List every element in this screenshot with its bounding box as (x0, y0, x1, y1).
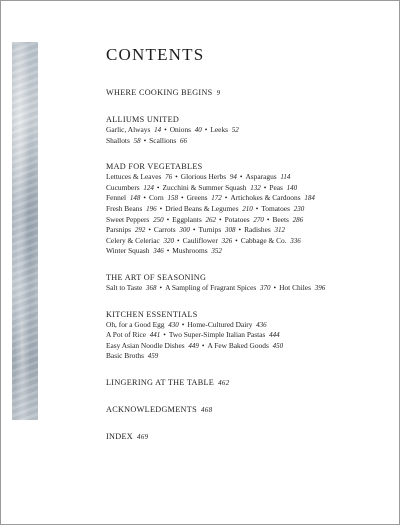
table-of-contents (106, 87, 396, 458)
toc-line (106, 330, 396, 341)
toc-entry-title: Zucchini & Summer Squash (162, 182, 247, 192)
toc-entry[interactable] (106, 215, 164, 224)
toc-line (106, 246, 396, 257)
toc-line (106, 204, 396, 215)
toc-entry-page: 14 (152, 126, 162, 134)
toc-entry[interactable] (149, 136, 187, 145)
toc-entry-page: 140 (284, 183, 298, 192)
toc-entry[interactable] (207, 341, 283, 350)
toc-entry[interactable] (163, 183, 261, 192)
toc-entry[interactable] (106, 136, 141, 145)
toc-entry[interactable] (261, 204, 304, 213)
toc-line (106, 320, 396, 331)
toc-line (106, 136, 396, 147)
toc-entry-page: 441 (148, 331, 161, 340)
toc-entry-title: Lettuces & Leaves (106, 172, 162, 182)
toc-entry[interactable] (106, 125, 161, 134)
toc-entry[interactable] (165, 283, 270, 292)
toc-entry-page: 286 (290, 215, 304, 224)
toc-entry-page: 444 (267, 331, 280, 340)
bullet-separator: • (163, 330, 166, 340)
toc-entry-page: 230 (291, 204, 305, 213)
bullet-separator: • (192, 225, 196, 235)
toc-entry-title: Cucumbers (106, 182, 140, 192)
toc-entry-page: 210 (240, 204, 253, 213)
bullet-separator: • (273, 282, 277, 292)
toc-entry-title: Fennel (106, 193, 127, 203)
toc-entry-page: 430 (166, 320, 179, 329)
toc-entry-title: A Few Baked Goods (207, 340, 269, 350)
bullet-separator: • (164, 125, 167, 134)
section-heading[interactable] (106, 114, 396, 125)
bullet-separator: • (177, 235, 180, 245)
toc-entry-page: 76 (163, 173, 173, 182)
section-heading-text: ACKNOWLEDGMENTS (106, 404, 197, 414)
toc-entry-page: 94 (228, 173, 237, 182)
bullet-separator: • (159, 282, 163, 292)
section-heading[interactable] (106, 87, 396, 99)
toc-entry-page: 114 (278, 173, 291, 182)
section-heading-text: WHERE COOKING BEGINS (106, 88, 213, 97)
toc-entry-title: Hot Chiles (279, 282, 311, 292)
toc-line (106, 236, 396, 247)
section-heading[interactable] (106, 377, 396, 389)
toc-entry-page: 368 (144, 283, 157, 292)
toc-entry-title: Two Super-Simple Italian Pastas (168, 330, 266, 340)
toc-section (106, 87, 396, 99)
stone-texture-strip (12, 42, 38, 420)
bullet-separator: • (224, 193, 228, 203)
toc-entry-title: Sweet Peppers (106, 214, 150, 224)
toc-entry[interactable] (183, 236, 233, 245)
toc-entry-page: 396 (312, 283, 326, 292)
toc-entry[interactable] (165, 204, 253, 213)
toc-entry-title: Radishes (244, 225, 271, 235)
toc-entry-title: Corn (148, 193, 164, 203)
toc-entry[interactable] (181, 172, 237, 181)
toc-line (106, 125, 396, 136)
toc-entry-title: Cabbage & Co. (240, 235, 287, 245)
toc-entry[interactable] (106, 246, 164, 255)
bullet-separator: • (235, 235, 238, 245)
toc-entry-page: 172 (209, 194, 222, 203)
bullet-separator: • (204, 125, 208, 134)
toc-entry-title: Asparagus (245, 172, 277, 182)
toc-entry[interactable] (230, 193, 314, 202)
bullet-separator: • (238, 225, 242, 235)
toc-entry-page: 148 (128, 194, 141, 203)
toc-entry-page: 66 (178, 136, 188, 145)
toc-entry-title: Salt to Taste (106, 282, 143, 292)
toc-entry-page: 158 (165, 194, 178, 203)
toc-entry-page: 459 (145, 352, 159, 361)
section-page-number: 468 (198, 405, 213, 414)
toc-line (106, 215, 396, 226)
toc-line (106, 183, 396, 194)
toc-entry-title: Parsnips (106, 225, 132, 235)
toc-entry-title: Fresh Beans (106, 203, 143, 213)
section-heading[interactable] (106, 309, 396, 320)
toc-section (106, 377, 396, 389)
toc-entry[interactable] (106, 341, 199, 350)
toc-entry-title: Leeks (210, 125, 229, 134)
section-heading[interactable] (106, 161, 396, 172)
toc-entry-page: 132 (248, 183, 261, 192)
toc-entry-title: Tomatoes (261, 203, 290, 213)
toc-entry[interactable] (199, 225, 236, 234)
toc-entry[interactable] (279, 283, 325, 292)
toc-entry-title: Scallions (149, 135, 177, 145)
toc-line (106, 172, 396, 183)
section-heading[interactable] (106, 431, 396, 443)
toc-entry[interactable] (106, 283, 157, 292)
toc-entry-title: Celery & Celeriac (106, 235, 160, 245)
toc-entry-page: 124 (141, 183, 154, 192)
toc-entry[interactable] (187, 320, 266, 329)
toc-entry-title: Garlic, Always (106, 125, 151, 134)
toc-entry[interactable] (187, 193, 222, 202)
toc-entry-title: A Sampling of Fragrant Spices (165, 282, 257, 292)
section-heading-text: ALLIUMS UNITED (106, 115, 180, 124)
toc-entry-title: Glorious Herbs (180, 172, 227, 182)
toc-section (106, 114, 396, 146)
bullet-separator: • (175, 172, 178, 182)
bullet-separator: • (181, 319, 185, 329)
toc-entry-page: 312 (272, 226, 286, 235)
toc-entry[interactable] (170, 125, 202, 134)
toc-entry-page: 58 (131, 136, 141, 145)
toc-entry-page: 449 (186, 341, 199, 350)
bullet-separator: • (255, 203, 259, 213)
section-heading-text: INDEX (106, 431, 133, 441)
toc-line (106, 193, 396, 204)
toc-entry[interactable] (210, 125, 238, 134)
section-page-number: 469 (134, 432, 149, 441)
toc-entry[interactable] (154, 225, 190, 234)
toc-line (106, 341, 396, 352)
toc-entry-title: Basic Broths (106, 351, 144, 361)
section-heading[interactable] (106, 404, 396, 416)
toc-entry[interactable] (269, 183, 297, 192)
toc-section (106, 161, 396, 257)
toc-entry-title: Shallots (106, 135, 130, 145)
toc-entry-page: 326 (219, 236, 233, 245)
toc-line (106, 351, 396, 362)
toc-entry[interactable] (169, 330, 280, 339)
section-heading-text: THE ART OF SEASONING (106, 272, 207, 282)
bullet-separator: • (239, 172, 243, 182)
toc-entry-title: Potatoes (224, 214, 250, 224)
bullet-separator: • (143, 135, 147, 145)
bullet-separator: • (143, 193, 146, 203)
bullet-separator: • (201, 340, 205, 350)
toc-entry[interactable] (245, 172, 290, 181)
toc-entry-title: Easy Asian Noodle Dishes (106, 340, 185, 350)
toc-entry[interactable] (106, 351, 158, 360)
toc-entry[interactable] (272, 215, 303, 224)
section-heading-text: MAD FOR VEGETABLES (106, 162, 203, 172)
toc-entry-page: 436 (254, 320, 267, 329)
bullet-separator: • (166, 246, 170, 256)
toc-entry-title: Onions (169, 125, 192, 134)
bullet-separator: • (263, 182, 267, 192)
bullet-separator: • (159, 203, 163, 213)
toc-entry-page: 52 (230, 126, 239, 134)
bullet-separator: • (181, 193, 184, 203)
toc-entry-page: 450 (270, 341, 284, 350)
page-title: CONTENTS (106, 45, 205, 64)
section-heading-text: KITCHEN ESSENTIALS (106, 309, 198, 319)
toc-line (106, 283, 396, 294)
toc-entry-page: 292 (133, 226, 146, 235)
toc-entry[interactable] (149, 193, 178, 202)
toc-entry-title: Cauliflower (182, 235, 218, 245)
bullet-separator: • (148, 225, 151, 235)
toc-entry-title: Beets (272, 214, 289, 224)
section-heading[interactable] (106, 272, 396, 283)
section-page-number: 462 (216, 378, 230, 387)
toc-entry-title: Turnips (198, 225, 222, 235)
toc-entry-page: 320 (161, 236, 175, 245)
toc-entry[interactable] (241, 236, 301, 245)
toc-entry[interactable] (244, 225, 285, 234)
toc-entry-title: Winter Squash (106, 246, 150, 256)
toc-entry[interactable] (106, 204, 157, 213)
toc-entry-page: 308 (223, 226, 236, 235)
toc-entry-page: 196 (144, 204, 157, 213)
section-page-number: 9 (214, 89, 221, 97)
toc-entry[interactable] (106, 320, 179, 329)
bullet-separator: • (166, 214, 170, 224)
toc-entry-page: 300 (177, 226, 190, 235)
toc-section (106, 309, 396, 362)
toc-entry-page: 336 (288, 236, 301, 245)
toc-entry-page: 184 (302, 194, 315, 203)
toc-entry[interactable] (106, 172, 172, 181)
toc-entry-title: Oh, for a Good Egg (106, 319, 165, 329)
toc-entry[interactable] (106, 236, 174, 245)
toc-entry-page: 40 (193, 126, 202, 134)
toc-entry-title: Dried Beans & Legumes (165, 203, 239, 213)
bullet-separator: • (156, 182, 160, 192)
toc-entry-page: 250 (151, 215, 164, 224)
toc-section (106, 431, 396, 443)
section-heading-text: LINGERING AT THE TABLE (106, 377, 215, 387)
toc-entry[interactable] (106, 183, 154, 192)
toc-entry-page: 262 (203, 215, 216, 224)
toc-entry[interactable] (106, 193, 140, 202)
bullet-separator: • (266, 214, 270, 224)
bullet-separator: • (218, 214, 222, 224)
toc-line (106, 225, 396, 236)
toc-section (106, 404, 396, 416)
toc-entry[interactable] (106, 225, 145, 234)
toc-entry-page: 346 (151, 247, 164, 256)
toc-entry-title: Artichokes & Cardoons (230, 193, 301, 203)
toc-entry-title: Eggplants (172, 214, 202, 224)
toc-entry-title: Peas (269, 182, 283, 192)
toc-entry[interactable] (172, 246, 222, 255)
toc-entry-title: Home-Cultured Dairy (187, 319, 253, 329)
toc-entry-page: 270 (251, 215, 264, 224)
toc-entry[interactable] (172, 215, 216, 224)
toc-section (106, 272, 396, 294)
toc-entry-title: Carrots (153, 225, 176, 235)
toc-entry-page: 370 (258, 283, 271, 292)
toc-entry-title: Greens (186, 193, 208, 203)
toc-entry-title: A Pot of Rice (106, 330, 147, 340)
toc-entry[interactable] (106, 330, 160, 339)
toc-entry[interactable] (225, 215, 264, 224)
toc-entry-title: Mushrooms (172, 246, 208, 256)
toc-entry-page: 352 (209, 247, 222, 256)
